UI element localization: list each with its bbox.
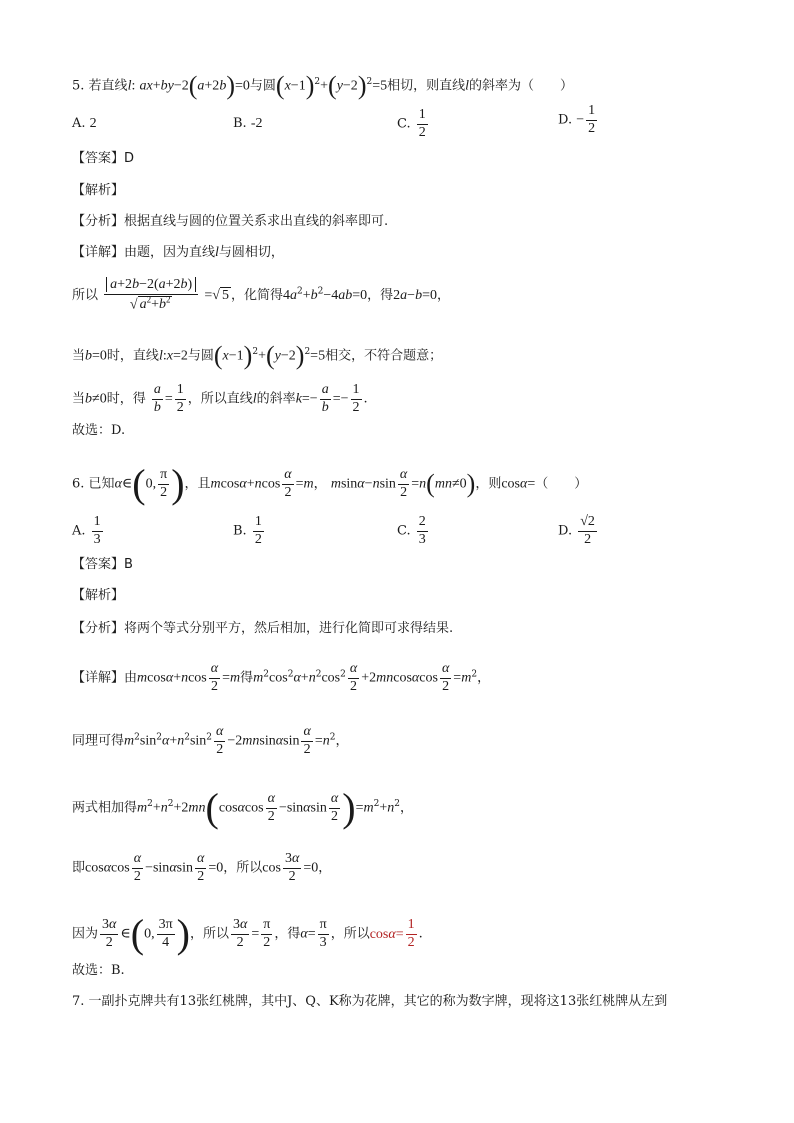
q6-fenxi: 【分析】将两个等式分别平方，然后相加，进行化简即可求得结果. <box>72 621 454 636</box>
q5-solution-line3: 所以 $\frac{a+2b-2(a+2b)}{√ a^2+b^2}$ =√ 5 ，化简得$4a^2+b^2-4ab=0$，得2a−b=0， <box>72 277 450 313</box>
q5-number: 5. <box>72 78 85 94</box>
q5-stem: 5. 若直线l: ax+by−2(a+2b)=0与圆$(x-1)^2+(y-2)^2=5$相切，则直线l的斜率为（ ） <box>72 70 574 100</box>
q6-line-add: 两式相加得$m^2+n^2+2mn(\cos\alpha\cos$ $\frac{\alpha}{2}$ −sinαsin $\frac{\alpha}{2}$ )$=m^2+n^2$， <box>72 785 413 830</box>
q5-analysis-tag: 【解析】 <box>72 183 125 198</box>
q5-conclusion: 故选：D. <box>72 423 126 438</box>
q6-option-b: B. $\frac{1}{2}$ <box>233 514 262 547</box>
q5-answer: 【答案】D <box>72 151 135 166</box>
q5-option-c: C. $\frac{1}{2}$ <box>397 107 426 140</box>
q5-solution-line5: 当b≠0时，得 $\frac{a}{b}$ = $\frac{1}{2}$ ，所以直线l的斜率k=− $\frac{a}{b}$ =− $\frac{1}{2}$ . <box>72 382 368 415</box>
q6-line-tongli: 同理可得$m^2\sin^2\alpha+n^2\sin^2$ $\frac{\alpha}{2}$ −2mnsinαsin $\frac{\alpha}{2}$ $=n^2$， <box>72 724 349 757</box>
q6-conclusion: 故选：B. <box>72 963 125 978</box>
q5-option-b: B. -2 <box>233 116 263 131</box>
q6-xiangjie: 【详解】由mcosα+ncos $\frac{\alpha}{2}$ =m得$m^2\cos^2\alpha+n^2\cos^2$ $\frac{\alpha}{2}$ +2mncosαcos $\frac{\alpha}{2}$ $=m^2$， <box>72 661 491 694</box>
q6-answer: 【答案】B <box>72 557 133 572</box>
q6-option-a: A. $\frac{1}{3}$ <box>72 514 101 547</box>
q5-xiangjie: 【详解】由题，因为直线l与圆相切， <box>72 245 284 260</box>
q6-line-yinwei: 因为 $\frac{3\alpha}{2}$ ∈(0, $\frac{3\pi}{4}$ )，所以 $\frac{3\alpha}{2}$ = $\frac{\pi}{2}$ ，得α= $\frac{\pi}{3}$ ，所以cosα= $\frac{1}{2}$ . <box>72 911 423 956</box>
q5-solution-line4: 当b=0时，直线l:x=2与圆$(x-1)^2+(y-2)^2=5$相交，不符合题意； <box>72 340 443 370</box>
q5-fenxi: 【分析】根据直线与圆的位置关系求出直线的斜率即可. <box>72 214 389 229</box>
q7-stem: 7. 一副扑克牌共有13张红桃牌，其中J、Q、K称为花牌，其它的称为数字牌，现将这13张红桃牌从左到 <box>72 994 668 1009</box>
q6-analysis-tag: 【解析】 <box>72 588 125 603</box>
q5-option-d: D. − $\frac{1}{2}$ <box>558 103 596 136</box>
q6-option-c: C. $\frac{2}{3}$ <box>397 514 426 547</box>
q6-stem: 6. 已知α∈(0, $\frac{\pi}{2}$ )，且mcosα+ncos $\frac{\alpha}{2}$ =m， msinα−nsin $\frac{\alpha}{2}$ =n(mn≠0)，则cosα=（ ） <box>72 461 588 506</box>
q5-option-a: A. 2 <box>72 116 97 131</box>
q6-option-d: D. $\frac{√2}{2}$ <box>558 514 595 547</box>
q6-line-ji: 即cosαcos $\frac{\alpha}{2}$ −sinαsin $\frac{\alpha}{2}$ =0，所以cos $\frac{3\alpha}{2}$ =0， <box>72 851 332 884</box>
